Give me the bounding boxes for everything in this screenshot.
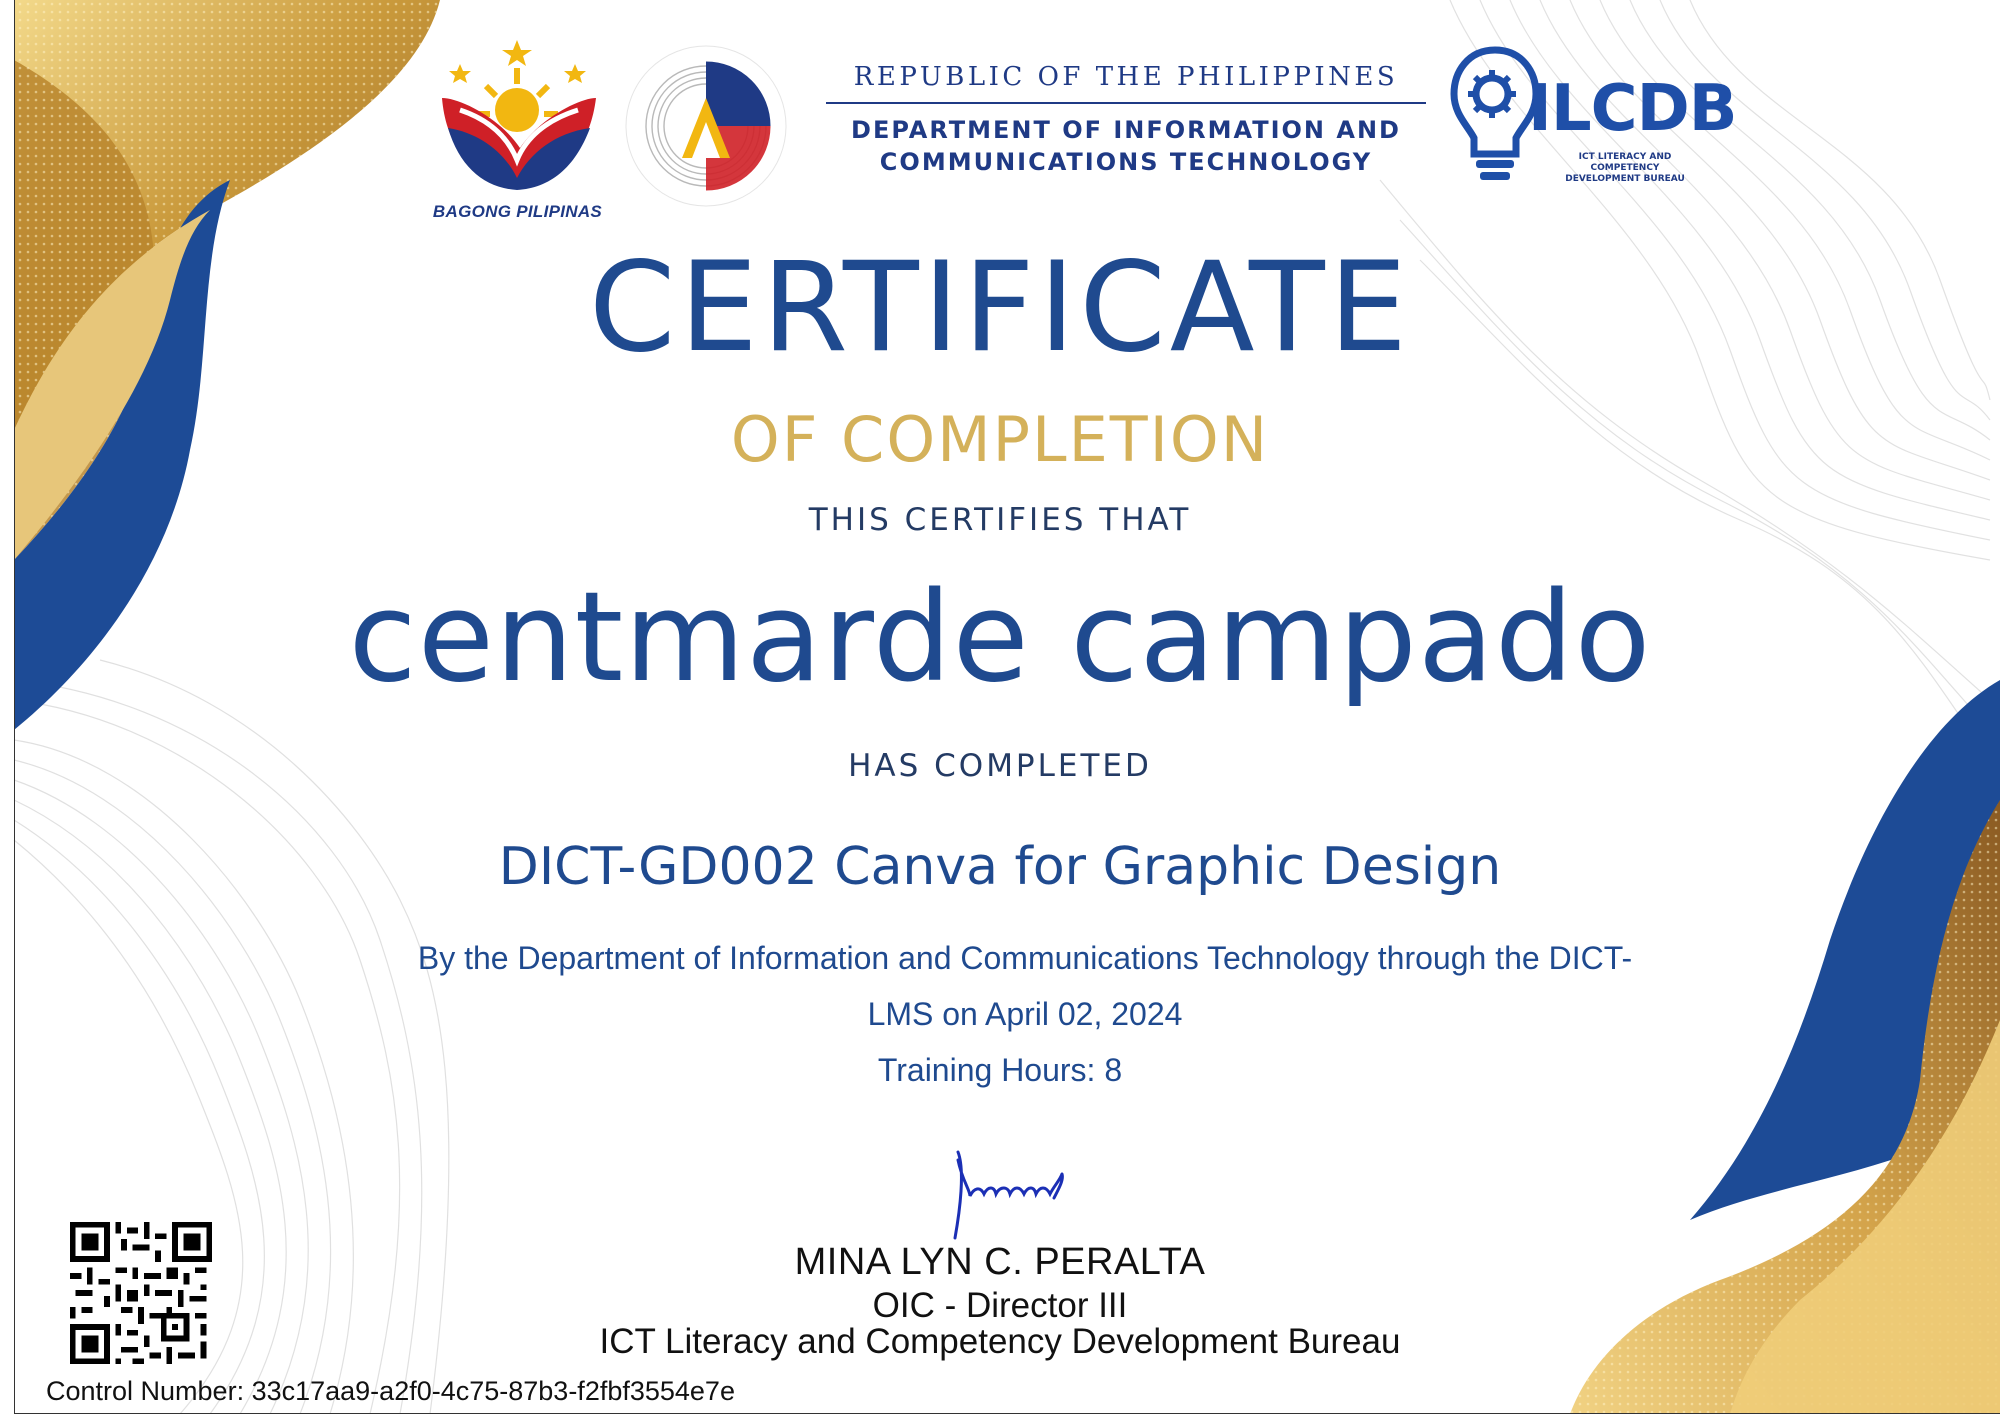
completion-description bbox=[380, 930, 1670, 1042]
logo-row bbox=[0, 20, 2000, 220]
course-name: DICT-GD002 Canva for Graphic Design bbox=[498, 837, 1502, 897]
training-hours: Training Hours: 8 bbox=[877, 1052, 1123, 1088]
certifies-text: THIS CERTIFIES THAT bbox=[808, 502, 1192, 538]
dict-seal-icon bbox=[622, 38, 790, 216]
signature-icon bbox=[930, 1150, 1100, 1240]
bagong-pilipinas-emblem-icon bbox=[420, 38, 615, 203]
certificate-subtitle: OF COMPLETION bbox=[730, 403, 1270, 476]
department-name-line2: COMMUNICATIONS TECHNOLOGY bbox=[879, 148, 1373, 176]
ilcdb-logo bbox=[1450, 42, 1737, 212]
lightbulb-gear-icon bbox=[1450, 42, 1540, 192]
qr-code-icon bbox=[70, 1222, 212, 1364]
description-line2: LMS on April 02, 2024 bbox=[867, 996, 1183, 1032]
recipient-name: centmarde campado bbox=[348, 566, 1652, 710]
control-number: Control Number: 33c17aa9-a2f0-4c75-87b3-f2fbf3554e7e bbox=[46, 1376, 735, 1406]
ilcdb-subtitle-line1: ICT LITERACY AND COMPETENCY bbox=[1578, 152, 1672, 173]
certificate-title: CERTIFICATE bbox=[588, 236, 1412, 380]
ilcdb-subtitle-line2: DEVELOPMENT BUREAU bbox=[1565, 174, 1685, 184]
ilcdb-subtitle bbox=[1550, 152, 1700, 185]
department-name-line1: DEPARTMENT OF INFORMATION AND bbox=[851, 116, 1401, 144]
signatory-name: MINA LYN C. PERALTA bbox=[794, 1241, 1206, 1283]
bagong-pilipinas-label: BAGONG PILIPINAS bbox=[432, 202, 603, 221]
description-line1: By the Department of Information and Communications Technology through the DICT- bbox=[417, 940, 1633, 976]
signatory-title: OIC - Director III bbox=[872, 1286, 1128, 1325]
dict-seal-logo bbox=[622, 38, 790, 216]
ilcdb-wordmark: ILCDB bbox=[1528, 72, 1737, 146]
signatory-organization: ICT Literacy and Competency Development Bureau bbox=[599, 1322, 1401, 1361]
republic-text: REPUBLIC OF THE PHILIPPINES bbox=[853, 62, 1399, 92]
has-completed-text: HAS COMPLETED bbox=[848, 748, 1152, 784]
dict-header bbox=[826, 62, 1426, 178]
header-divider bbox=[826, 102, 1426, 104]
bagong-pilipinas-logo bbox=[420, 38, 615, 223]
